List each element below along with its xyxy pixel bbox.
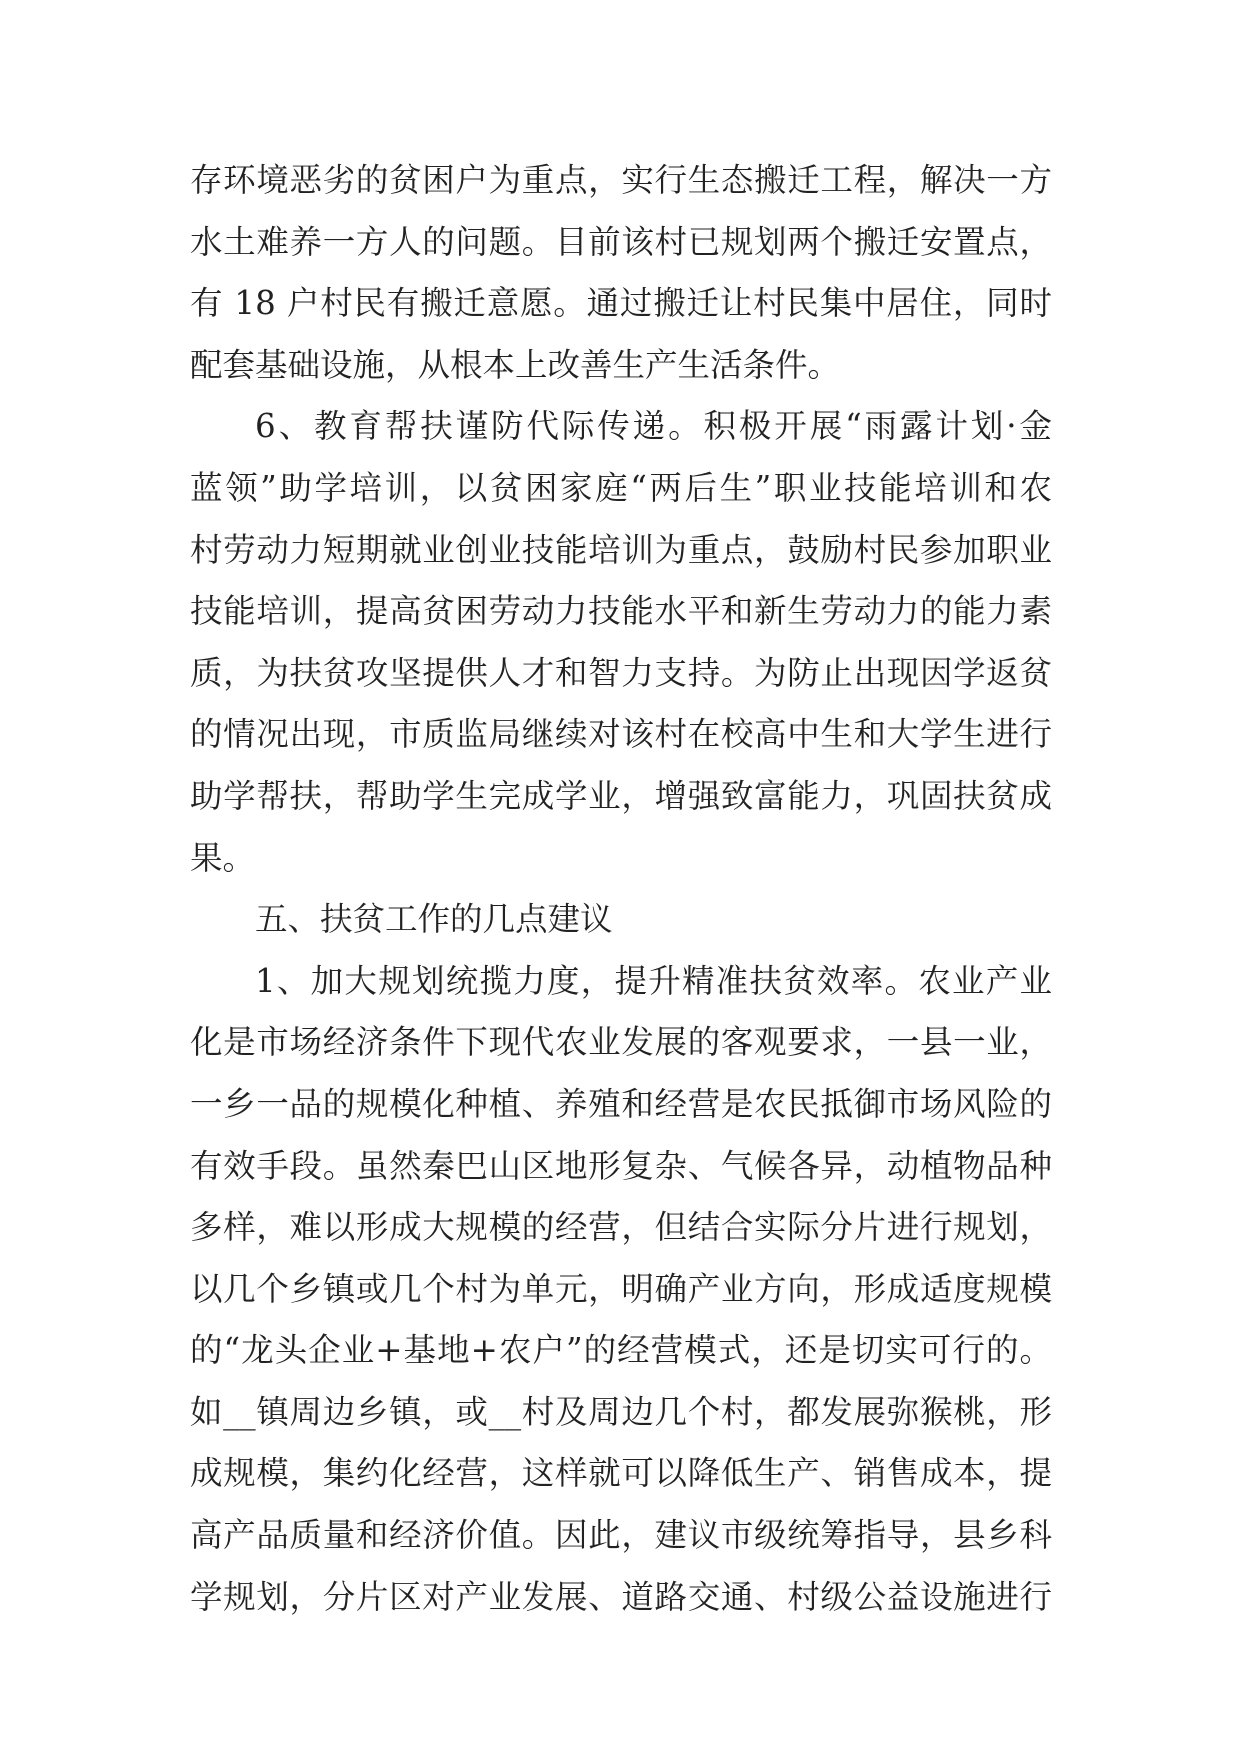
text-line: 有 18 户村民有搬迁意愿。通过搬迁让村民集中居住，同时 — [190, 284, 1052, 323]
text-line: 技能培训，提高贫困劳动力技能水平和新生劳动力的能力素 — [190, 592, 1052, 631]
text-line: 蓝领”助学培训，以贫困家庭“两后生”职业技能培训和农 — [190, 468, 1052, 507]
text-line: 学规划，分片区对产业发展、道路交通、村级公益设施进行 — [190, 1577, 1052, 1616]
text-line: 以几个乡镇或几个村为单元，明确产业方向，形成适度规模 — [190, 1269, 1052, 1308]
text-line: 水土难养一方人的问题。目前该村已规划两个搬迁安置点， — [190, 222, 1052, 261]
text-line: 的情况出现，市质监局继续对该村在校高中生和大学生进行 — [190, 715, 1052, 754]
text-line: 多样，难以形成大规模的经营，但结合实际分片进行规划， — [190, 1208, 1052, 1247]
text-line: 存环境恶劣的贫困户为重点，实行生态搬迁工程，解决一方 — [190, 161, 1052, 199]
text-line: 五、扶贫工作的几点建议 — [255, 900, 613, 939]
text-line: 有效手段。虽然秦巴山区地形复杂、气候各异，动植物品种 — [190, 1146, 1052, 1185]
text-line: 的“龙头企业+基地+农户”的经营模式，还是切实可行的。 — [190, 1331, 1052, 1370]
text-line: 助学帮扶，帮助学生完成学业，增强致富能力，巩固扶贫成 — [190, 776, 1052, 815]
text-line: 如__镇周边乡镇，或__村及周边几个村，都发展弥猴桃，形 — [190, 1392, 1052, 1431]
text-line: 1、加大规划统揽力度，提升精准扶贫效率。农业产业 — [255, 961, 1052, 1000]
text-line: 村劳动力短期就业创业技能培训为重点，鼓励村民参加职业 — [190, 530, 1052, 569]
text-line: 高产品质量和经济价值。因此，建议市级统筹指导，县乡科 — [190, 1516, 1052, 1555]
text-line: 一乡一品的规模化种植、养殖和经营是农民抵御市场风险的 — [190, 1084, 1052, 1123]
document-body — [190, 150, 1052, 1628]
text-line: 成规模，集约化经营，这样就可以降低生产、销售成本，提 — [190, 1454, 1052, 1493]
text-line: 果。 — [190, 838, 256, 877]
text-line: 化是市场经济条件下现代农业发展的客观要求，一县一业， — [190, 1023, 1052, 1062]
text-line: 配套基础设施，从根本上改善生产生活条件。 — [190, 345, 841, 384]
text-line: 6、教育帮扶谨防代际传递。积极开展“雨露计划·金 — [255, 407, 1052, 446]
text-line: 质，为扶贫攻坚提供人才和智力支持。为防止出现因学返贫 — [190, 653, 1052, 692]
